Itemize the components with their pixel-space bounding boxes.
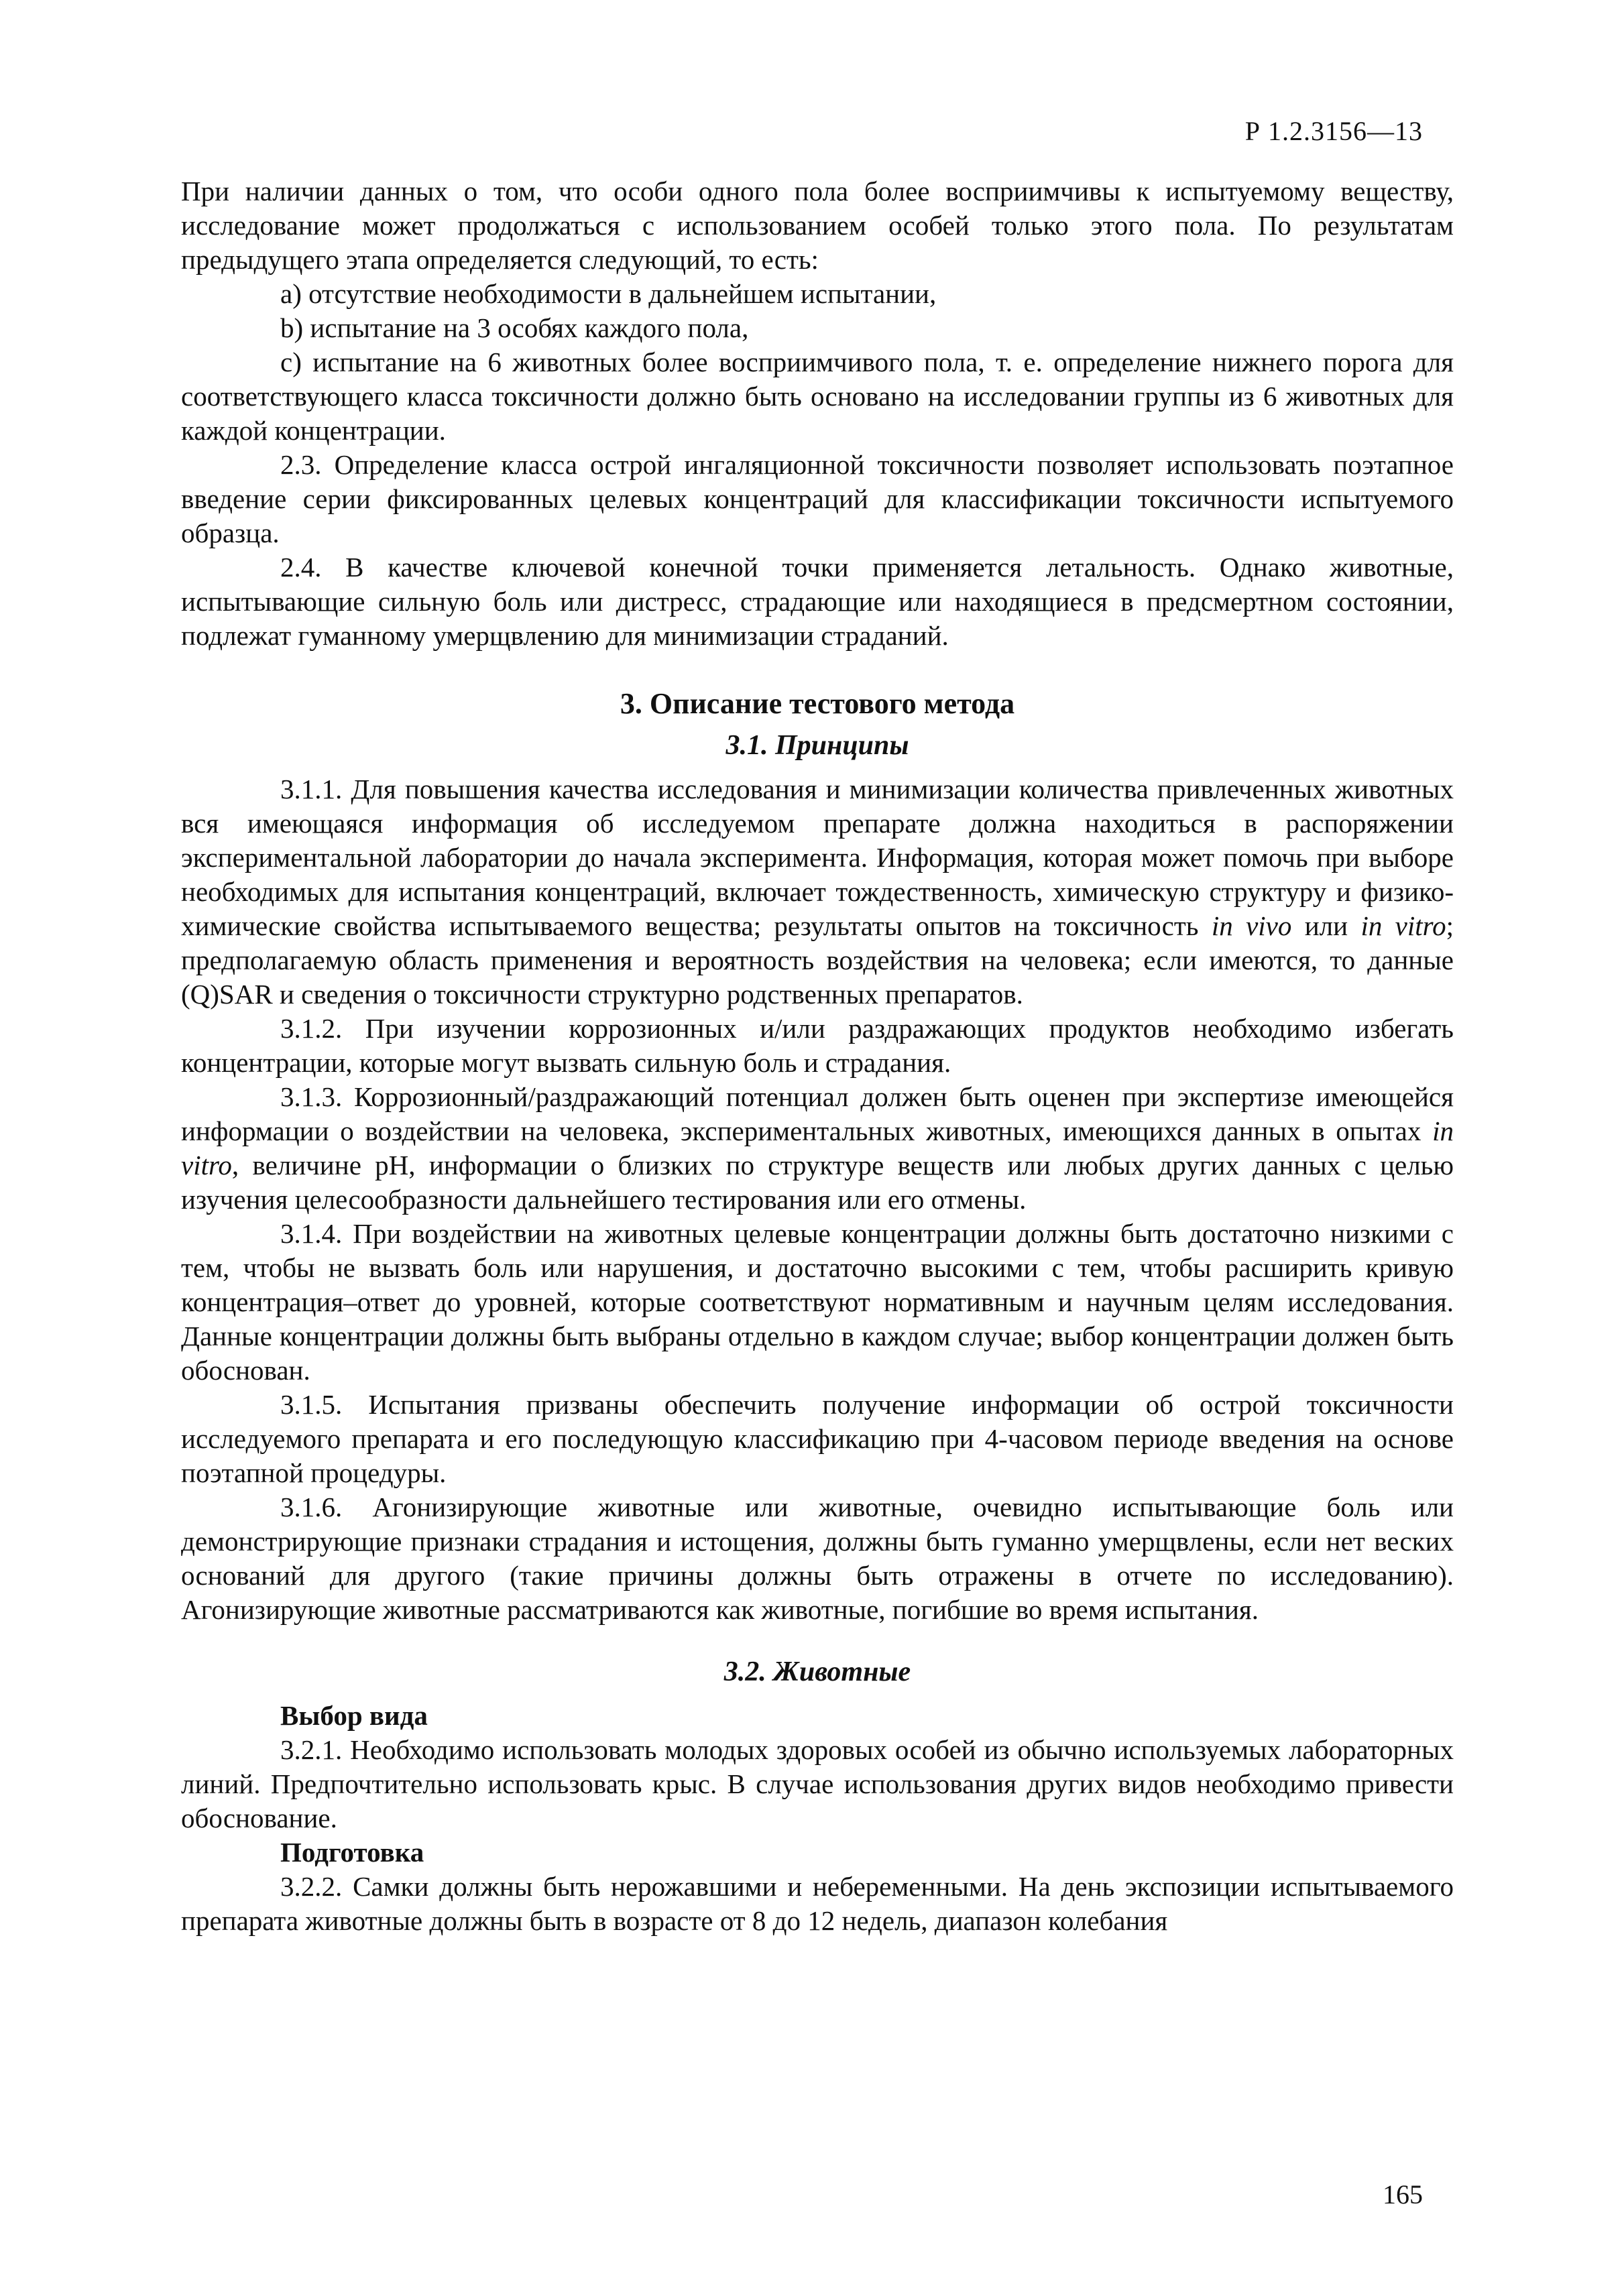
paragraph-3-1-1-text-a: 3.1.1. Для повышения качества исследования и минимизации количества привлеченных животных вся имеющаяся информация об исследуемом препарате должна находиться в распоряжении экспериментальной лаборатории до начала эксперимента. Информация, которая может помочь при выборе необходимых для испытания концентраций, включает тождественность, химическую структуру и физико-химические свойства испытываемого вещества; результаты опытов на токсичность (181, 774, 1454, 941)
paragraph-3-1-1 (181, 772, 1454, 1012)
section-title: 3. Описание тестового метода (620, 687, 1015, 720)
paragraph-3-1-3-text-a: 3.1.3. Коррозионный/раздражающий потенциал должен быть оценен при экспертизе имеющейся информации о воздействии на человека, экспериментальных животных, имеющихся данных в опытах (181, 1081, 1454, 1146)
page-number: 165 (1383, 2179, 1423, 2210)
paragraph-3-2-1: 3.2.1. Необходимо использовать молодых здоровых особей из обычно используемых лабораторных линий. Предпочтительно использовать крыс. В случае использования других видов необходимо привести обоснование. (181, 1734, 1454, 1833)
subheading-preparation: Подготовка (280, 1837, 424, 1868)
paragraph-3-1-3-italic-in-vitro: in vitro (181, 1115, 1454, 1181)
document-code-header: Р 1.2.3156—13 (1244, 116, 1423, 146)
document-body (181, 174, 1454, 1938)
subsection-title-animals: 3.2. Животные (723, 1656, 911, 1687)
paragraph-2-4: 2.4. В качестве ключевой конечной точки применяется летальность. Однако животные, испытывающие сильную боль или дистресс, страдающие или находящиеся в предсмертном состоянии, подлежат гуманному умерщвлению для минимизации страданий. (181, 552, 1454, 651)
intro-paragraph: При наличии данных о том, что особи одного пола более восприимчивы к испытуемому веществу, исследование может продолжаться с использованием особей только этого пола. По результатам предыдущего этапа определяется следующий, то есть: (181, 176, 1454, 275)
paragraph-3-1-3-text-b: , величине pH, информации о близких по структуре веществ или любых других данных с целью изучения целесообразности дальнейшего тестирования или его отмены. (181, 1150, 1454, 1215)
list-item-b: b) испытание на 3 особях каждого пола, (280, 312, 749, 343)
paragraph-3-1-3 (181, 1080, 1454, 1217)
paragraph-3-2-2: 3.2.2. Самки должны быть нерожавшими и небеременными. На день экспозиции испытываемого препарата животные должны быть в возрасте от 8 до 12 недель, диапазон колебания (181, 1871, 1454, 1936)
paragraph-3-1-4: 3.1.4. При воздействии на животных целевые концентрации должны быть достаточно низкими с тем, чтобы не вызвать боль или нарушения, и достаточно высокими с тем, чтобы расширить кривую концентрация–ответ до уровней, которые соответствуют нормативным и научным целям исследования. Данные концентрации должны быть выбраны отдельно в каждом случае; выбор концентрации должен быть обоснован. (181, 1218, 1454, 1386)
subheading-species-selection: Выбор вида (280, 1700, 428, 1731)
paragraph-3-1-1-text-c: ; предполагаемую область применения и вероятность воздействия на человека; если имеются, то данные (Q)SAR и сведения о токсичности структурно родственных препаратов. (181, 910, 1454, 1010)
subsection-title-principles: 3.1. Принципы (726, 730, 909, 761)
paragraph-3-1-1-italic-in-vivo: in vivo (1211, 910, 1292, 941)
paragraph-3-1-1-text-b: или (1291, 910, 1361, 941)
paragraph-3-1-2: 3.1.2. При изучении коррозионных и/или раздражающих продуктов необходимо избегать концентрации, которые могут вызвать сильную боль и страдания. (181, 1013, 1454, 1078)
list-item-a: a) отсутствие необходимости в дальнейшем испытании, (280, 278, 937, 309)
paragraph-3-1-6: 3.1.6. Агонизирующие животные или животные, очевидно испытывающие боль или демонстрирующие признаки страдания и истощения, должны быть гуманно умерщвлены, если нет веских оснований для другого (такие причины должны быть отражены в отчете по исследованию). Агонизирующие животные рассматриваются как животные, погибшие во время испытания. (181, 1492, 1454, 1625)
paragraph-2-3: 2.3. Определение класса острой ингаляционной токсичности позволяет использовать поэтапное введение серии фиксированных целевых концентраций для классификации токсичности испытуемого образца. (181, 449, 1454, 548)
list-item-c: c) испытание на 6 животных более восприимчивого пола, т. е. определение нижнего порога для соответствующего класса токсичности должно быть основано на исследовании группы из 6 животных для каждой концентрации. (181, 347, 1454, 446)
paragraph-3-1-5: 3.1.5. Испытания призваны обеспечить получение информации об острой токсичности исследуемого препарата и его последующую классификацию при 4-часовом периоде введения на основе поэтапной процедуры. (181, 1389, 1454, 1488)
paragraph-3-1-1-italic-in-vitro: in vitro (1360, 910, 1446, 941)
